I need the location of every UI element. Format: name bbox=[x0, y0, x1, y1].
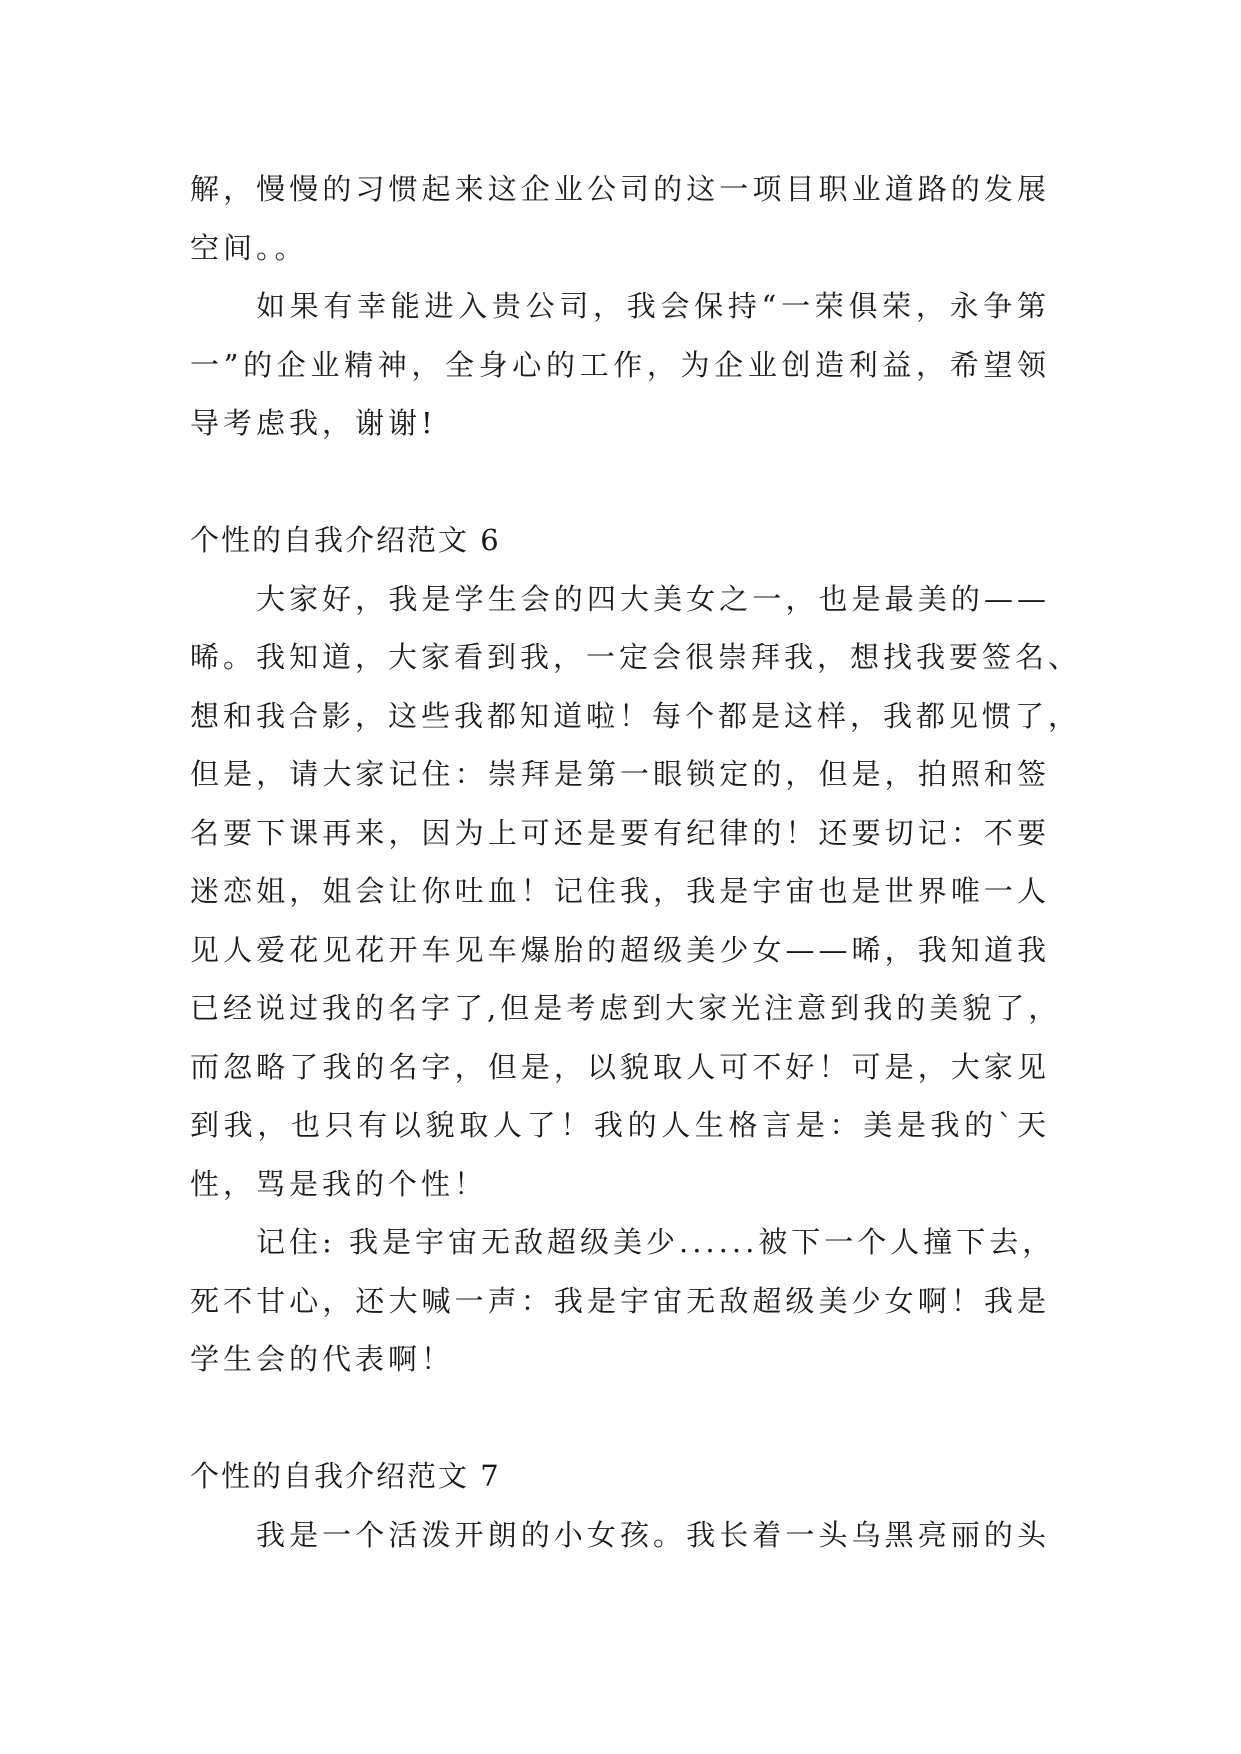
section-heading-6: 个性的自我介绍范文 6 bbox=[190, 523, 501, 557]
text-line: 一”的企业精神，全身心的工作，为企业创造利益，希望领 bbox=[190, 347, 1050, 382]
text-line: 到我，也只有以貌取人了！我的人生格言是：美是我的`天 bbox=[190, 1108, 1050, 1142]
paragraph-intro-end bbox=[190, 160, 1050, 277]
text-line: 学生会的代表啊！ bbox=[190, 1342, 455, 1376]
section-heading-7: 个性的自我介绍范文 7 bbox=[190, 1459, 501, 1493]
text-line: 晞。我知道，大家看到我，一定会很崇拜我，想找我要签名、 bbox=[190, 640, 1082, 674]
text-line: 解，慢慢的习惯起来这企业公司的这一项目职业道路的发展 bbox=[190, 172, 1050, 206]
text-line: 大家好，我是学生会的四大美女之一，也是最美的—— bbox=[256, 581, 1050, 616]
text-line: 导考虑我，谢谢! bbox=[190, 406, 437, 440]
text-line: 而忽略了我的名字，但是，以貌取人可不好！可是，大家见 bbox=[190, 1049, 1050, 1084]
section6-paragraph-2 bbox=[190, 1213, 1056, 1389]
section-gap bbox=[190, 453, 1050, 512]
text-line: 如果有幸能进入贵公司，我会保持“一荣俱荣，永争第 bbox=[256, 289, 1050, 323]
section-gap bbox=[190, 1389, 1050, 1448]
text-line: 已经说过我的名字了,但是考虑到大家光注意到我的美貌了， bbox=[190, 991, 1062, 1025]
paragraph-closing bbox=[190, 277, 1050, 453]
section7-paragraph-1 bbox=[190, 1506, 1050, 1565]
text-line: 我是一个活泼开朗的小女孩。我长着一头乌黑亮丽的头 bbox=[256, 1517, 1050, 1552]
text-line: 记住: 我是宇宙无敌超级美少......被下一个人撞下去， bbox=[256, 1225, 1056, 1259]
text-line: 空间。。 bbox=[190, 230, 308, 265]
text-line: 名要下课再来，因为上可还是要有纪律的！还要切记：不要 bbox=[190, 815, 1050, 850]
text-line: 想和我合影，这些我都知道啦！每个都是这样，我都见惯了， bbox=[190, 698, 1082, 733]
text-line: 见人爱花见花开车见车爆胎的超级美少女——晞，我知道我 bbox=[190, 932, 1050, 967]
section6-paragraph-1 bbox=[190, 570, 1082, 1214]
text-line: 性，骂是我的个性！ bbox=[190, 1166, 488, 1201]
text-line: 但是，请大家记住：崇拜是第一眼锁定的，但是，拍照和签 bbox=[190, 757, 1050, 791]
text-line: 迷恋姐，姐会让你吐血！记住我，我是宇宙也是世界唯一人 bbox=[190, 874, 1050, 908]
text-line: 死不甘心，还大喊一声：我是宇宙无敌超级美少女啊！我是 bbox=[190, 1283, 1050, 1318]
document-body bbox=[190, 160, 1082, 1564]
